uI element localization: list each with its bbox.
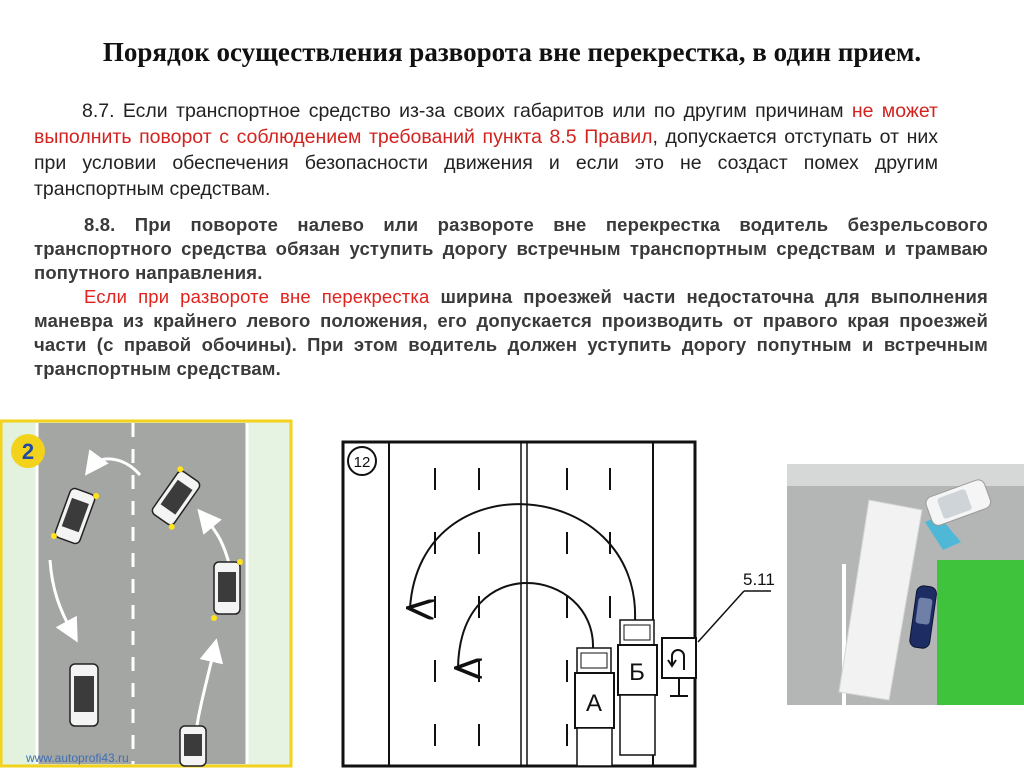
figure-number: 2 [21,439,35,464]
paragraph-8-8-first: 8.8. При повороте налево или развороте вне перекрестка водитель безрельсового транспортного средства обязан уступить дорогу встречным транспортным средствам и трамваю попутного направления. [34,214,988,283]
car-1 [180,726,206,766]
diagram-number: 12 [353,454,371,471]
paragraph-8-8-text: ширина проезжей части недостаточна для выполнения маневра из крайнего левого положения, его допускается производить от правого края проезжей части (с правой обочины). При этом водитель должен уступить дорогу попутным и встречным транспортным средствам. [34,286,988,379]
paragraph-8-7-highlight: не может выполнить поворот с соблюдением требований пункта 8.5 Правил [34,100,938,148]
paragraph-8-8-scan [34,213,988,418]
right-verge [247,423,289,764]
paragraph-8-7-text-start: 8.7. Если транспортное средство из-за своих габаритов или по другим причинам [82,100,852,122]
vehicle-b [618,620,657,755]
road-scene [0,420,292,767]
grass-area [937,560,1024,705]
slide-title: Порядок осуществления разворота вне перекрестка, в один прием. [102,37,922,67]
svg-text:Б: Б [629,659,645,686]
sign-callout [680,560,775,680]
watermark: www.autoprofi43.ru [26,751,129,765]
callout-leader [698,591,744,642]
vehicle-a [575,648,614,766]
car-5 [70,664,98,726]
svg-text:А: А [585,690,603,717]
u-turn-diagram [340,438,700,767]
paragraph-8-7-text-end: , допускается отступать от них при условии обеспечения безопасности движения и если это не создаст помех другим транспортным средствам. [34,126,939,200]
paragraph-8-7 [34,98,938,202]
diagram-canvas [340,438,700,767]
far-road-shading [787,464,1024,486]
paragraph-8-8-second [34,285,988,381]
u-turn-illustration-right [787,464,1024,705]
road-scene-3d [787,464,1024,705]
paragraph-8-8-highlight: Если при развороте вне перекрестка [84,286,430,307]
u-turn-illustration-left [0,420,292,767]
sign-number-label: 5.11 [743,570,775,589]
car-2 [211,559,243,621]
left-verge [3,423,37,764]
